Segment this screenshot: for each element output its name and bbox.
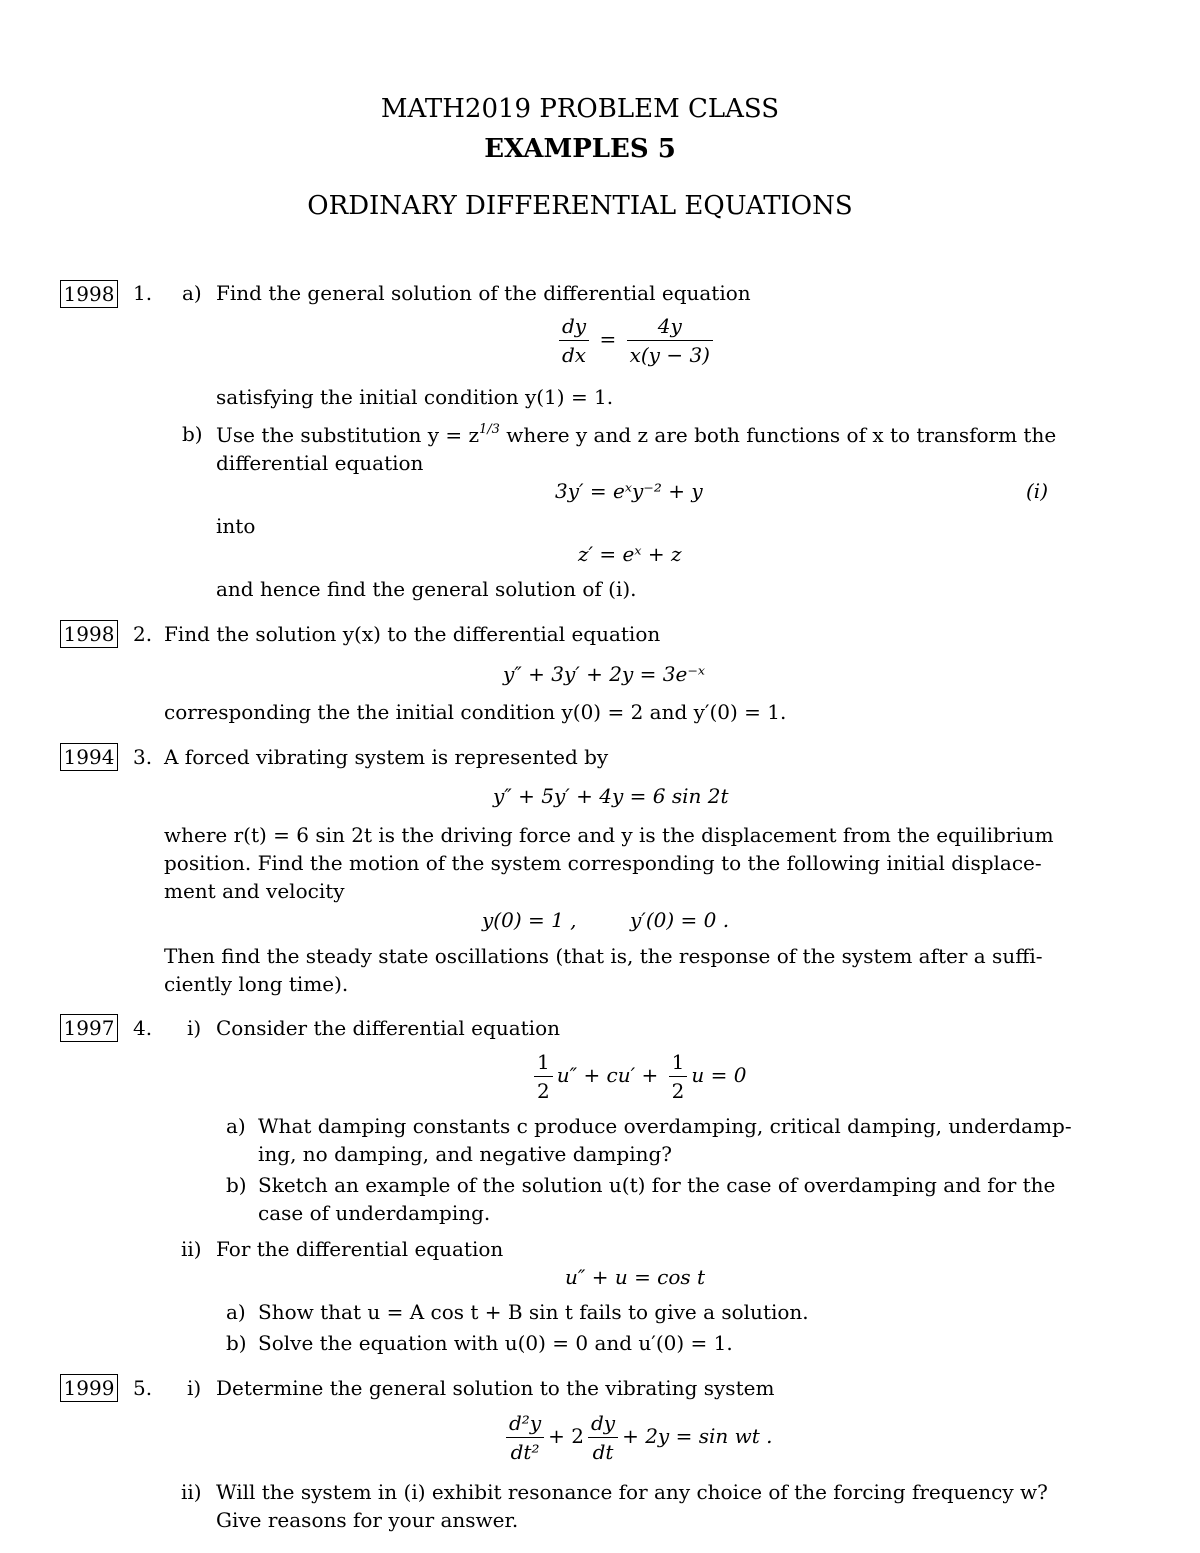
part-label: a): [226, 1300, 246, 1324]
fraction-denominator: dx: [559, 340, 589, 367]
problem-text: Solve the equation with u(0) = 0 and u′(0) = 1.: [258, 1331, 733, 1355]
problem-text: into: [216, 514, 256, 538]
fraction-denominator: 2: [534, 1076, 553, 1103]
problem-text: case of underdamping.: [258, 1201, 491, 1225]
equation: y′(0) = 0 .: [630, 908, 730, 932]
problem-number: 1.: [133, 281, 153, 305]
part-label: ii): [181, 1237, 202, 1261]
fraction-denominator: dt²: [506, 1437, 544, 1464]
problem-text: Sketch an example of the solution u(t) for the case of overdamping and for the: [258, 1173, 1056, 1197]
equation: $\frac{dy}{dx}$ = $\frac{4y}{x(y - 3)}$: [555, 314, 717, 367]
equation-middle: + 2: [548, 1424, 584, 1448]
part-label: a): [182, 281, 202, 305]
problem-text: Will the system in (i) exhibit resonance for any choice of the forcing frequency w?: [216, 1480, 1048, 1504]
problem-text: satisfying the initial condition y(1) = 1.: [216, 385, 614, 409]
fraction-denominator: x(y − 3): [627, 340, 713, 367]
equation-tag: (i): [1026, 479, 1049, 503]
problem-text: corresponding the the initial condition y(0) = 2 and y′(0) = 1.: [164, 700, 787, 724]
year-box: 1998: [60, 280, 118, 308]
equation-end: u = 0: [691, 1063, 747, 1087]
problem-number: 5.: [133, 1376, 153, 1400]
problem-text: Show that u = A cos t + B sin t fails to give a solution.: [258, 1300, 809, 1324]
part-label: b): [226, 1331, 247, 1355]
fraction-numerator: 1: [671, 1050, 685, 1074]
examples-title: EXAMPLES 5: [484, 134, 676, 164]
problem-text: What damping constants c produce overdamping, critical damping, underdamp-: [258, 1114, 1072, 1138]
equation: [530, 1050, 746, 1103]
topic-title: ORDINARY DIFFERENTIAL EQUATIONS: [307, 191, 853, 221]
equation: y(0) = 1 ,: [482, 908, 577, 932]
problem-text: [216, 422, 1056, 447]
year-box: 1994: [60, 743, 118, 771]
part-label: i): [187, 1376, 202, 1400]
part-label: i): [187, 1016, 202, 1040]
fraction-numerator: dy: [590, 1411, 616, 1435]
problem-text: and hence find the general solution of (i).: [216, 577, 637, 601]
problem-text: ment and velocity: [164, 879, 345, 903]
problem-number: 4.: [133, 1016, 153, 1040]
part-label: a): [226, 1114, 246, 1138]
equation: y″ + 3y′ + 2y = 3e⁻ˣ: [503, 662, 705, 686]
problem-text: Then find the steady state oscillations (that is, the response of the system after a suffi-: [164, 944, 1043, 968]
equation-middle: u″ + cu′ +: [556, 1063, 659, 1087]
problem-text: where r(t) = 6 sin 2t is the driving force and y is the displacement from the equilibrium: [164, 823, 1054, 847]
substitution-text: Use the substitution y = z: [216, 423, 480, 447]
fraction-numerator: 1: [537, 1050, 550, 1074]
problem-text: differential equation: [216, 451, 424, 475]
problem-text: Determine the general solution to the vibrating system: [216, 1376, 775, 1400]
year-box: 1999: [60, 1374, 118, 1402]
substitution-text-cont: where y and z are both functions of x to transform the: [506, 423, 1057, 447]
part-label: b): [182, 422, 203, 446]
fraction-numerator: dy: [562, 314, 587, 338]
equation: u″ + u = cos t: [565, 1265, 706, 1289]
problem-text: A forced vibrating system is represented by: [164, 745, 609, 769]
problem-text: Find the general solution of the differential equation: [216, 281, 751, 305]
problem-number: 3.: [133, 745, 153, 769]
problem-text: ing, no damping, and negative damping?: [258, 1142, 672, 1166]
exponent: 1/3: [479, 422, 500, 437]
equation: [502, 1411, 772, 1464]
problem-text: position. Find the motion of the system corresponding to the following initial displace-: [164, 851, 1042, 875]
year-box: 1997: [60, 1014, 118, 1042]
fraction-numerator: d²y: [509, 1411, 542, 1435]
course-title: MATH2019 PROBLEM CLASS: [380, 94, 780, 124]
year-box: 1998: [60, 620, 118, 648]
problem-text: ciently long time).: [164, 972, 349, 996]
fraction-denominator: 2: [669, 1076, 688, 1103]
equation: z′ = eˣ + z: [578, 542, 682, 566]
equation: y″ + 5y′ + 4y = 6 sin 2t: [493, 784, 729, 808]
part-label: b): [226, 1173, 247, 1197]
equation: 3y′ = eˣy⁻² + y: [555, 479, 703, 503]
equation-end: + 2y = sin wt .: [622, 1424, 773, 1448]
problem-text: Consider the differential equation: [216, 1016, 560, 1040]
part-label: ii): [181, 1480, 202, 1504]
fraction-numerator: 4y: [657, 314, 682, 338]
problem-text: For the differential equation: [216, 1237, 504, 1261]
problem-text: Find the solution y(x) to the differential equation: [164, 622, 661, 646]
problem-text: Give reasons for your answer.: [216, 1508, 519, 1532]
problem-number: 2.: [133, 622, 153, 646]
fraction-denominator: dt: [588, 1437, 618, 1464]
